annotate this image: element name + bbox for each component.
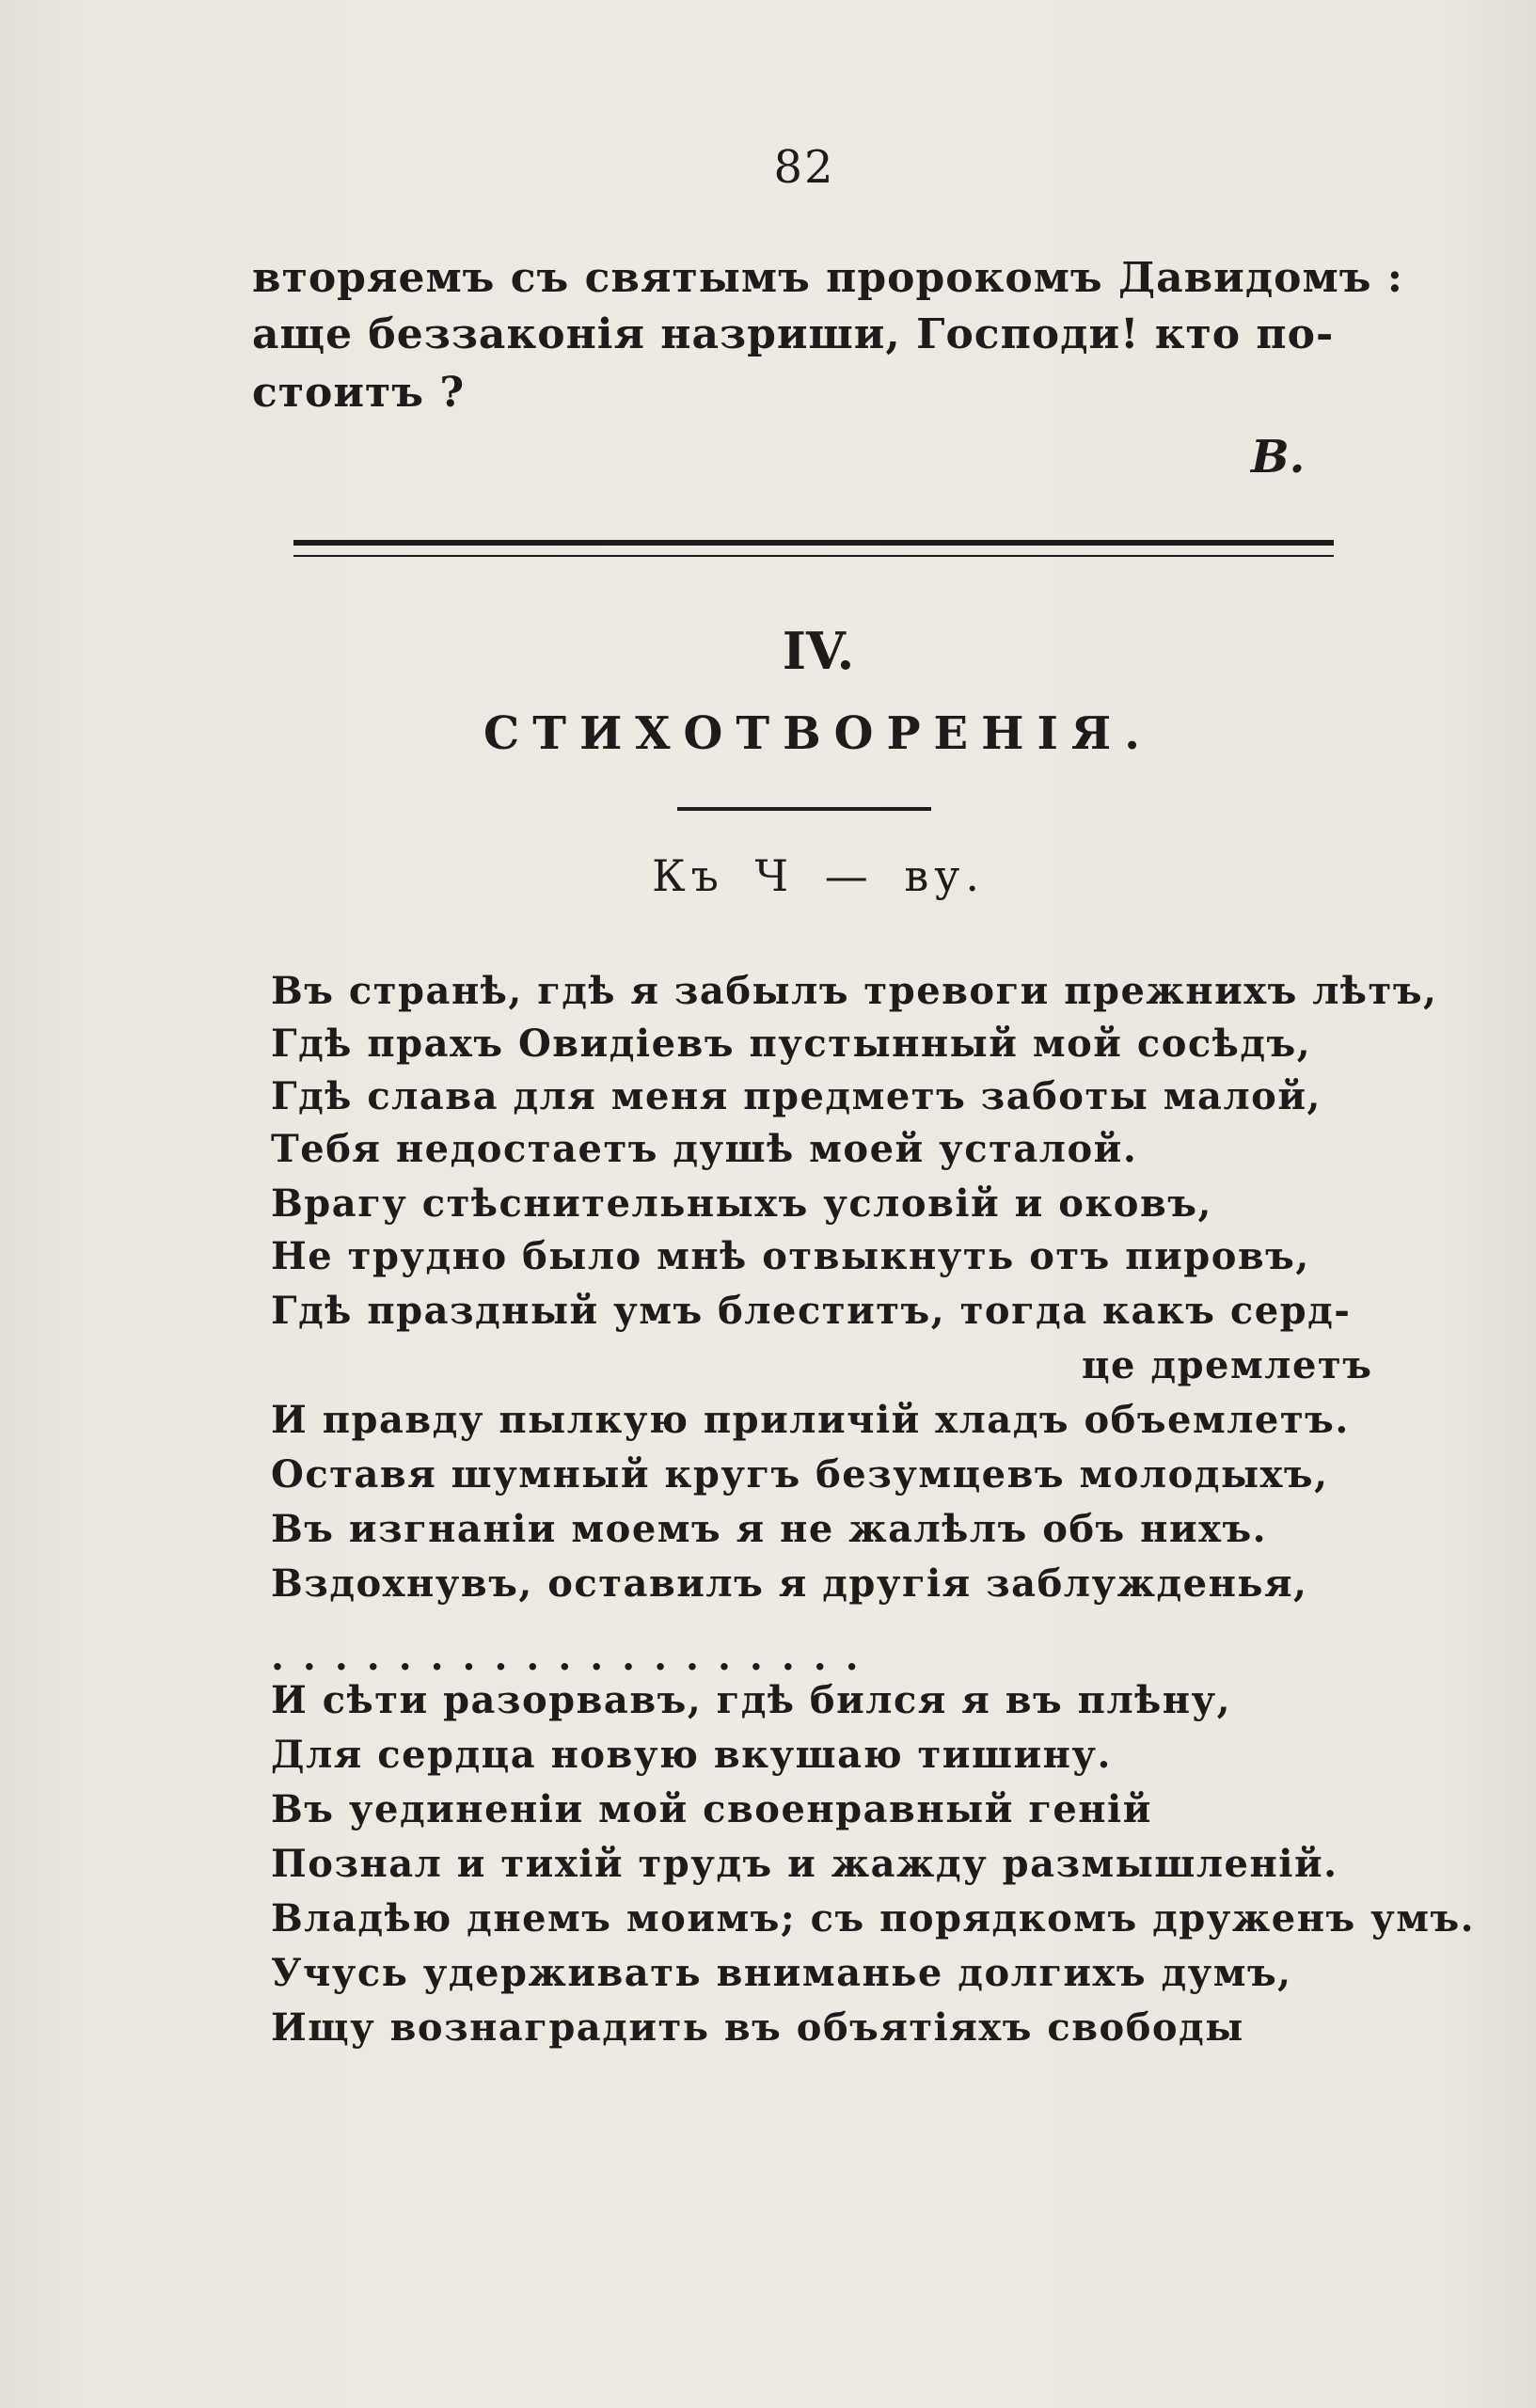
poem-line: Врагу стѣснительныхъ условій и оковъ, <box>271 1181 1212 1226</box>
prose-line: аще беззаконія назриши, Господи! кто по- <box>252 310 1335 358</box>
poem-line: Въ уединеніи мой своенравный геній <box>271 1787 1152 1831</box>
poem-line: Гдѣ прахъ Овидіевъ пустынный мой сосѣдъ, <box>271 1022 1312 1066</box>
poem-line: Гдѣ слава для меня предметъ заботы малой, <box>271 1074 1322 1118</box>
section-divider-thin <box>293 555 1334 557</box>
poem-ellipsis: ................... <box>271 1635 878 1679</box>
poem-line: Въ странѣ, гдѣ я забылъ тревоги прежнихъ лѣтъ, <box>271 969 1438 1013</box>
poem-line: Учусь удерживать вниманье долгихъ думъ, <box>271 1951 1292 1995</box>
poem-line: Владѣю днемъ моимъ; съ порядкомъ друженъ умъ. <box>271 1896 1476 1941</box>
poem-line-continuation: це дремлетъ <box>1082 1343 1373 1387</box>
poem-line: И сѣти разорвавъ, гдѣ бился я въ плѣну, <box>271 1678 1232 1722</box>
poem-line: Познал и тихій трудъ и жажду размышленій. <box>271 1842 1338 1886</box>
page-number: 82 <box>773 141 835 194</box>
section-number: IV. <box>782 621 855 681</box>
poem-line: Въ изгнаніи моемъ я не жалѣлъ объ нихъ. <box>271 1507 1268 1551</box>
poem-line: Вздохнувъ, оставилъ я другія заблужденья, <box>271 1561 1308 1606</box>
prose-line: стоитъ ? <box>252 369 466 417</box>
poem-line: И правду пылкую приличій хладъ объемлетъ. <box>271 1398 1350 1442</box>
author-signature: В. <box>1251 431 1306 483</box>
section-title: СТИХОТВОРЕНІЯ. <box>483 707 1153 760</box>
poem-line: Ищу вознаградить въ объятіяхъ свободы <box>271 2005 1244 2050</box>
poem-line: Тебя недостаетъ душѣ моей усталой. <box>271 1127 1138 1171</box>
section-divider-thick <box>293 540 1334 546</box>
poem-line: Оставя шумный кругъ безумцевъ молодыхъ, <box>271 1452 1329 1497</box>
poem-line: Для сердца новую вкушаю тишину. <box>271 1733 1112 1777</box>
poem-dedication: Къ Ч — ву. <box>652 850 985 901</box>
poem-line: Гдѣ праздный умъ блеститъ, тогда какъ серд- <box>271 1289 1352 1333</box>
poem-line: Не трудно было мнѣ отвыкнуть отъ пировъ, <box>271 1234 1310 1278</box>
prose-line: вторяемъ съ святымъ пророкомъ Давидомъ : <box>252 254 1404 302</box>
title-underline <box>677 807 931 811</box>
